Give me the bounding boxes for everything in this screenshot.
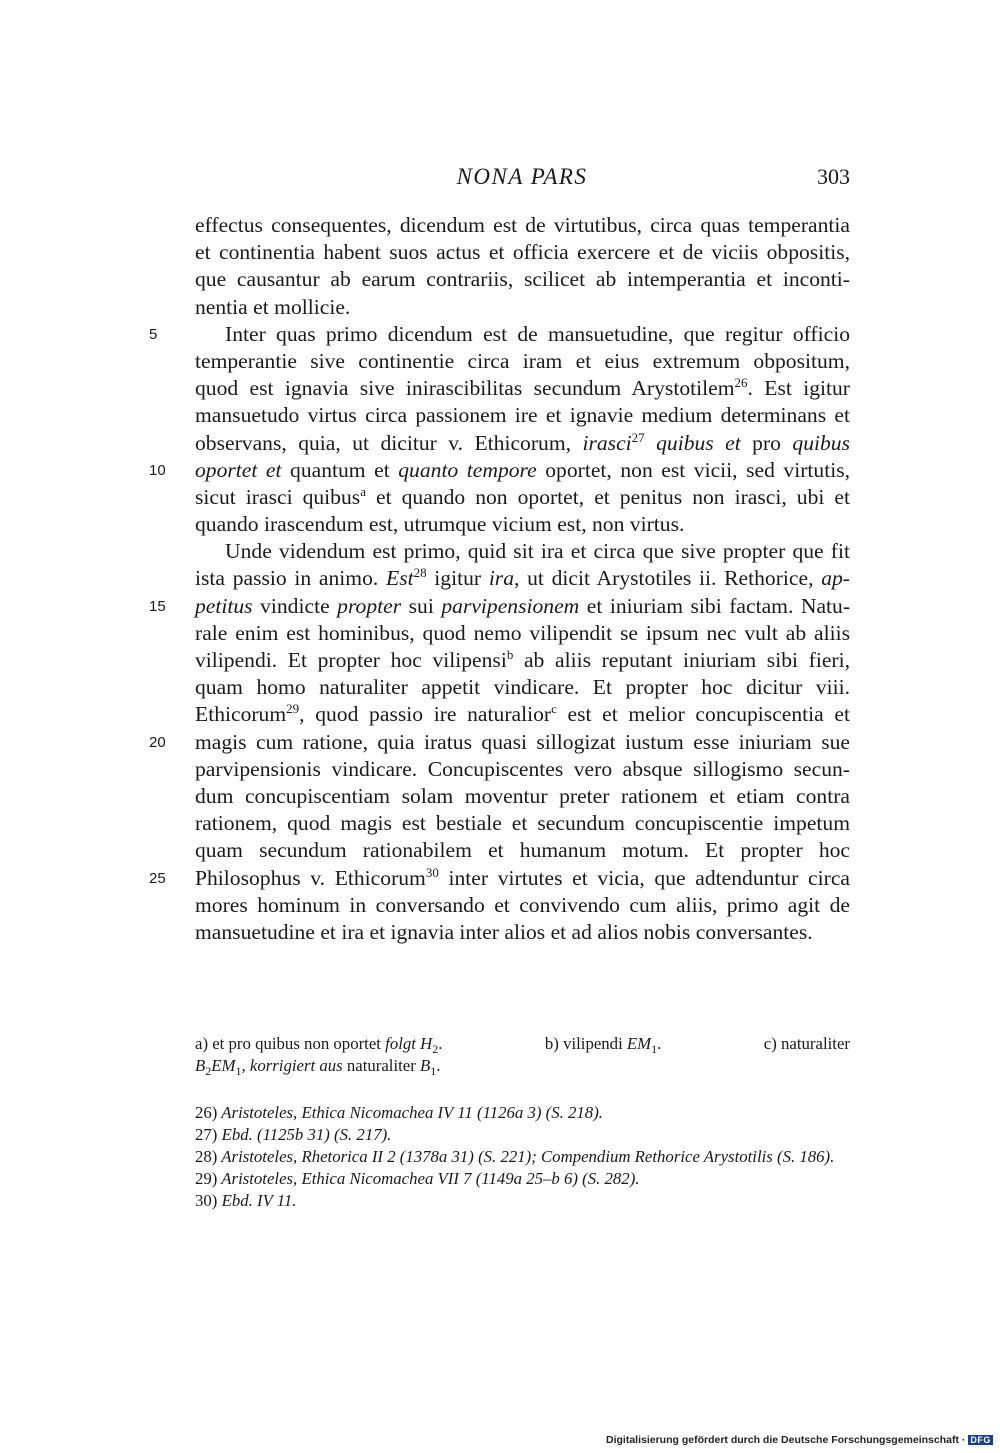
line-content: quam secundum rationabilem et humanum motum. Et propter hoc [195, 838, 850, 863]
footnote [195, 1124, 850, 1146]
text-line [195, 294, 850, 321]
line-content: parvipensionis vindicare. Concupiscentes vero absque sillogismo secun- [195, 756, 850, 781]
line-number: 5 [149, 325, 158, 343]
line-content: mores hominum in conversando et convivendo cum aliis, primo agit de [195, 892, 850, 917]
apparatus-line: $B_2EM_1$, korrigiert aus naturaliter $B_1$. [195, 1056, 441, 1078]
line-content: ista passio in animo. Est$^{28}$ igitur ira, ut dicit Arystotiles ii. Rethorice, ap- [195, 565, 850, 591]
text-line [195, 375, 850, 402]
line-content: petitus vindicte propter sui parvipensionem et iniuriam sibi factam. Natu- [195, 593, 851, 618]
text-line [149, 457, 850, 484]
main-text [149, 212, 851, 946]
footnote-text: Aristoteles, Ethica Nicomachea IV 11 (1126a 3) (S. 218). [221, 1103, 603, 1122]
text-line [195, 620, 850, 647]
footnote [195, 1190, 850, 1212]
line-content: magis cum ratione, quia iratus quasi sillogizat iustum esse iniuriam sue [195, 729, 850, 754]
footnote [195, 1168, 850, 1190]
text-line [195, 239, 850, 266]
text-line [195, 701, 850, 728]
text-line [195, 756, 850, 783]
line-content: Inter quas primo dicendum est de mansuetudine, que regitur officio [225, 321, 850, 346]
dfg-logo: DFG [970, 1435, 991, 1445]
line-content: temperantie sive continentie circa iram et eius extremum obpositum, [195, 348, 850, 373]
line-content: sicut irasci quibus$^a$ et quando non oportet, et penitus non irasci, ubi et [195, 483, 850, 509]
line-content: quando irascendum est, utrumque vicium est, non virtus. [195, 512, 685, 537]
line-content: quod est ignavia sive inirascibilitas secundum Arystotilem$^{26}$. Est igitur [195, 375, 850, 401]
line-number: 20 [149, 733, 166, 751]
line-content: mansuetudine et ira et ignavia inter alios et ad alios nobis conversantes. [195, 919, 813, 944]
critical-apparatus [195, 1033, 850, 1077]
footnote-text: Aristoteles, Rhetorica II 2 (1378a 31) (S. 221); Compendium Rethorice Arystotilis (S. 186). [221, 1147, 835, 1166]
text-line [149, 864, 850, 892]
line-content: vilipendi. Et propter hoc vilipensi$^b$ ab aliis reputant iniuriam sibi fieri, [195, 647, 850, 672]
line-content: Unde videndum est primo, quid sit ira et circa que sive propter que fit [225, 539, 850, 564]
text-line [195, 511, 850, 538]
line-content: quam homo naturaliter appetit vindicare. Et propter hoc dicitur viii. [195, 675, 850, 700]
footnote [195, 1102, 850, 1124]
footnote-number: 27) [195, 1125, 218, 1144]
text-line [195, 810, 850, 837]
footnote-text: Ebd. (1125b 31) (S. 217). [221, 1125, 392, 1144]
text-line [195, 919, 850, 946]
text-line [195, 837, 850, 864]
line-number: 25 [149, 869, 166, 887]
text-line [149, 593, 851, 620]
line-content: nentia et mollicie. [195, 294, 351, 319]
line-content: Ethicorum$^{29}$, quod passio ire naturalior$^c$ est et melior concupiscentia et [195, 701, 850, 727]
text-line [195, 538, 850, 565]
page-number: 303 [817, 164, 850, 189]
line-content: et continentia habent suos actus et officia exercere et de viciis obpositis, [195, 240, 850, 265]
footnote-text: Ebd. IV 11. [221, 1191, 297, 1210]
line-content: observans, quia, ut dicitur v. Ethicorum, irasci$^{27}$ quibus et pro quibus [195, 429, 850, 455]
text-line [149, 321, 850, 348]
text-line [195, 430, 850, 457]
line-content: que causantur ab earum contrariis, scilicet ab intemperantia et inconti- [195, 267, 850, 292]
footnote-number: 26) [195, 1103, 218, 1122]
credit-text: Digitalisierung gefördert durch die Deutsche Forschungsgemeinschaft · [606, 1434, 966, 1446]
footnote [195, 1146, 850, 1168]
footnote-number: 29) [195, 1169, 218, 1188]
footnote-number: 28) [195, 1147, 218, 1166]
text-line [195, 674, 850, 701]
line-number: 10 [149, 461, 166, 479]
text-line [195, 212, 850, 239]
line-content: mansuetudo virtus circa passionem ire et ignavie medium determinans et [195, 403, 850, 428]
line-number: 15 [149, 597, 166, 615]
text-line [195, 266, 850, 293]
footnote-text: Aristoteles, Ethica Nicomachea VII 7 (1149a 25–b 6) (S. 282). [221, 1169, 640, 1188]
footnote-number: 30) [195, 1191, 218, 1210]
text-line [195, 565, 850, 592]
line-content: Philosophus v. Ethicorum$^{30}$ inter virtutes et vicia, que adtenduntur circa [195, 864, 850, 890]
running-header-title: NONA PARS [456, 164, 588, 189]
apparatus-line: a) et pro quibus non oportet folgt $H_2$. b) vilipendi $EM_1$. c) naturaliter [195, 1034, 850, 1056]
footnotes [195, 1102, 850, 1212]
text-line [195, 783, 850, 810]
text-line [195, 402, 850, 429]
line-content: rationem, quod magis est bestiale et secundum concupiscentie impetum [195, 811, 850, 836]
line-content: dum concupiscentiam solam moventur preter rationem et etiam contra [195, 783, 850, 808]
line-content: oportet et quantum et quanto tempore oportet, non est vicii, sed virtutis, [195, 457, 850, 482]
line-content: effectus consequentes, dicendum est de virtutibus, circa quas temperantia [195, 213, 850, 237]
text-line [195, 484, 850, 511]
text-line [195, 348, 850, 375]
text-line [195, 647, 850, 674]
text-line [195, 892, 850, 919]
line-content: rale enim est hominibus, quod nemo vilipendit se ipsum nec vult ab aliis [195, 620, 850, 645]
text-line [149, 729, 850, 756]
digitization-credit [606, 1434, 993, 1446]
